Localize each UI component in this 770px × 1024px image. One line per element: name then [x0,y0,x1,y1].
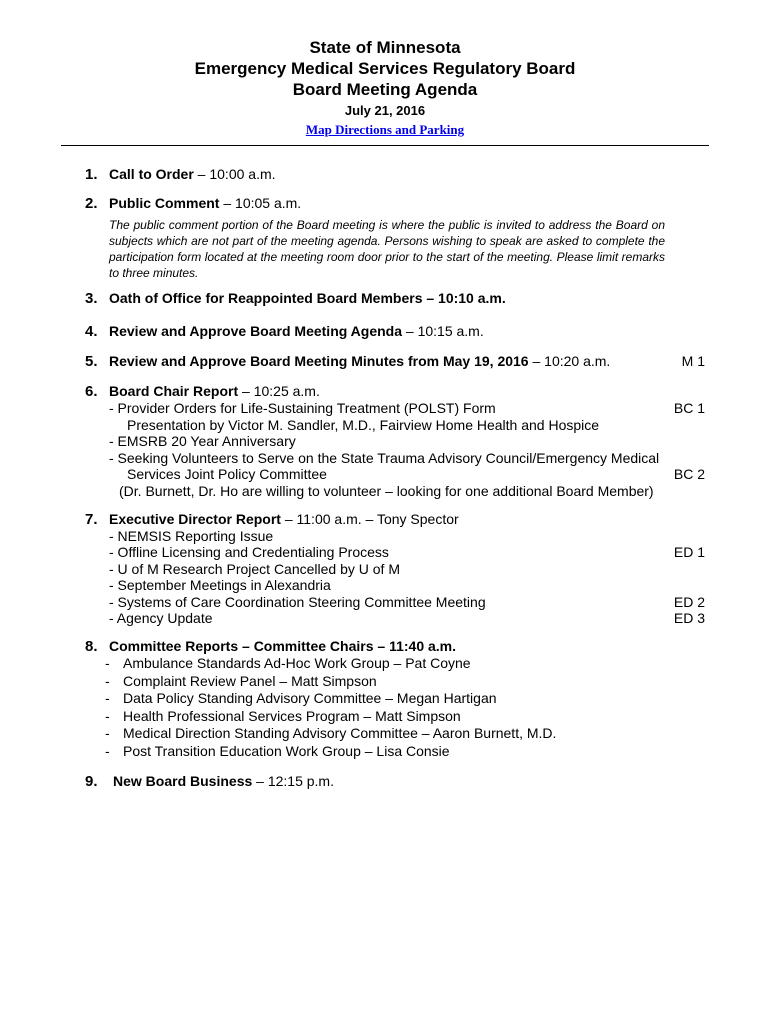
item-title: Call to Order – 10:00 a.m. [109,166,276,182]
item-number: 8. [85,638,98,655]
sub-item: - Offline Licensing and Credentialing Process [109,544,389,560]
header-document-title: Board Meeting Agenda [292,80,478,99]
item-number: 5. [85,353,98,370]
item-reference: M 1 [681,353,705,369]
committee-list-item: - Post Transition Education Work Group – Lisa Consie [105,742,450,759]
item-reference: BC 2 [673,466,705,482]
sub-item: - Agency Update [109,610,213,626]
item-reference: ED 2 [673,594,705,610]
sub-item: - U of M Research Project Cancelled by U of M [109,561,400,577]
item-title: Review and Approve Board Meeting Agenda – 10:15 a.m. [109,323,484,339]
item-number: 9. [85,773,98,790]
committee-list [105,655,556,760]
item-number: 3. [85,290,98,307]
sub-item-note: (Dr. Burnett, Dr. Ho are willing to volunteer – looking for one additional Board Member) [119,483,654,499]
item-number: 4. [85,323,98,340]
item-title: Executive Director Report – 11:00 a.m. – Tony Spector [109,511,459,527]
item-reference: BC 1 [673,400,705,416]
committee-list-item: - Medical Direction Standing Advisory Committee – Aaron Burnett, M.D. [105,725,557,741]
committee-list-item: - Ambulance Standards Ad-Hoc Work Group – Pat Coyne [105,655,471,671]
agenda-header [0,37,770,139]
item-title: Board Chair Report – 10:25 a.m. [109,383,320,399]
sub-item: - EMSRB 20 Year Anniversary [109,433,296,449]
sub-item: - Systems of Care Coordination Steering Committee Meeting [109,594,486,610]
sub-item: - September Meetings in Alexandria [109,577,331,593]
sub-item: - NEMSIS Reporting Issue [109,528,274,544]
item-title: Review and Approve Board Meeting Minutes from May 19, 2016 – 10:20 a.m. [109,353,611,369]
sub-item-continuation: Services Joint Policy Committee [127,466,327,482]
item-number: 1. [85,166,98,183]
item-number: 2. [85,195,98,212]
header-date: July 21, 2016 [344,103,426,118]
committee-list-item: - Complaint Review Panel – Matt Simpson [105,672,377,689]
item-number: 7. [85,511,98,528]
header-divider [61,145,709,146]
sub-item: - Provider Orders for Life-Sustaining Treatment (POLST) Form [109,400,496,416]
item-reference: ED 3 [673,610,705,626]
sub-item-continuation: Presentation by Victor M. Sandler, M.D., Fairview Home Health and Hospice [127,417,600,433]
item-title: Public Comment – 10:05 a.m. [109,195,302,211]
item-title: Committee Reports – Committee Chairs – 11:40 a.m. [109,638,457,654]
sub-item: - Seeking Volunteers to Serve on the State Trauma Advisory Council/Emergency Medical [109,450,660,466]
public-comment-description: The public comment portion of the Board meeting is where the public is invited to address the Board on subjects which are not part of the meeting agenda. Persons wishing to speak are asked to complete the participation form located at the meeting room door prior to the start of the meeting. Please limit remarks to three minutes. [109,218,665,280]
item-title: Oath of Office for Reappointed Board Members – 10:10 a.m. [109,290,506,306]
header-state: State of Minnesota [309,38,461,57]
map-directions-link[interactable]: Map Directions and Parking [305,122,465,137]
header-board-name: Emergency Medical Services Regulatory Board [194,59,576,78]
committee-list-item: - Data Policy Standing Advisory Committee – Megan Hartigan [105,690,497,706]
item-reference: ED 1 [673,544,705,560]
item-number: 6. [85,383,98,400]
item-title: New Board Business – 12:15 p.m. [113,773,334,789]
committee-list-item: - Health Professional Services Program – Matt Simpson [105,707,461,724]
